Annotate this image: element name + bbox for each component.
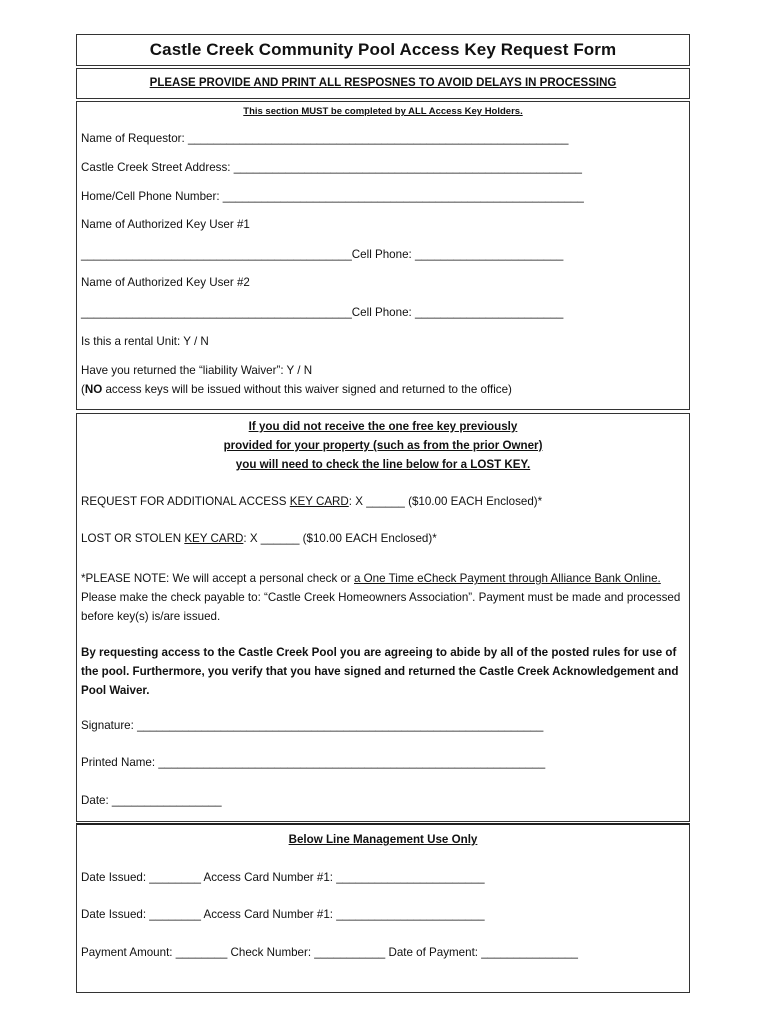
payment-note-post: Please make the check payable to: “Castle Creek Homeowners Association”. Payment must be made and processed before key(s) is/are issued. <box>81 591 681 623</box>
waiver-note-rest: access keys will be issued without this waiver signed and returned to the office) <box>102 383 512 396</box>
echeck-link[interactable]: a One Time eCheck Payment through Alliance Bank Online. <box>354 572 661 585</box>
requestor-field[interactable]: Name of Requestor: ___________________________________________________________ <box>81 132 569 145</box>
key-holder-section <box>76 101 690 410</box>
waiver-note-bold: NO <box>84 383 103 396</box>
form-title-box <box>76 34 690 66</box>
additional-key-post: : X ______ ($10.00 EACH Enclosed)* <box>348 495 543 508</box>
key-user-1-field[interactable]: __________________________________________Cell Phone: _______________________ <box>81 248 564 261</box>
lost-key-pre: LOST OR STOLEN <box>81 532 185 545</box>
key-user-2-label: Name of Authorized Key User #2 <box>81 276 250 289</box>
lost-key-request[interactable] <box>81 532 437 545</box>
lost-key-heading-3: you will need to check the line below for a LOST KEY. <box>235 458 531 471</box>
management-heading: Below Line Management Use Only <box>288 833 478 846</box>
payment-note-pre: *PLEASE NOTE: We will accept a personal check or <box>81 572 354 585</box>
additional-key-pre: REQUEST FOR ADDITIONAL ACCESS <box>81 495 290 508</box>
signature-field[interactable]: Signature: _______________________________________________________________ <box>81 719 544 732</box>
section-heading: This section MUST be completed by ALL Access Key Holders. <box>243 106 523 117</box>
print-notice-box <box>76 68 690 99</box>
issued-row-2[interactable]: Date Issued: ________ Access Card Number #1: _______________________ <box>81 908 485 921</box>
form-title: Castle Creek Community Pool Access Key Request Form <box>149 40 617 59</box>
print-notice: PLEASE PROVIDE AND PRINT ALL RESPOSNES TO AVOID DELAYS IN PROCESSING <box>149 77 617 89</box>
lost-key-heading-1: If you did not receive the one free key previously <box>248 420 518 433</box>
waiver-note-open: ( <box>81 383 85 396</box>
lost-key-post: : X ______ ($10.00 EACH Enclosed)* <box>243 532 437 545</box>
payment-note <box>81 569 685 626</box>
additional-key-section <box>76 413 690 822</box>
street-address-field[interactable]: Castle Creek Street Address: ______________________________________________________ <box>81 161 582 174</box>
issued-row-1[interactable]: Date Issued: ________ Access Card Number #1: _______________________ <box>81 871 485 884</box>
additional-key-request[interactable] <box>81 495 542 508</box>
phone-field[interactable]: Home/Cell Phone Number: ________________________________________________________ <box>81 190 584 203</box>
key-user-1-label: Name of Authorized Key User #1 <box>81 218 250 231</box>
rental-unit-question[interactable]: Is this a rental Unit: Y / N <box>81 335 209 348</box>
date-field[interactable]: Date: _________________ <box>81 794 222 807</box>
printed-name-field[interactable]: Printed Name: ____________________________________________________________ <box>81 756 546 769</box>
key-user-2-field[interactable]: __________________________________________Cell Phone: _______________________ <box>81 306 564 319</box>
additional-key-card: KEY CARD <box>289 495 349 508</box>
waiver-note <box>81 383 512 396</box>
lost-key-card: KEY CARD <box>184 532 244 545</box>
management-section <box>76 823 690 993</box>
lost-key-heading-2: provided for your property (such as from the prior Owner) <box>223 439 543 452</box>
waiver-question[interactable]: Have you returned the “liability Waiver”: Y / N <box>81 364 313 377</box>
payment-row[interactable]: Payment Amount: ________ Check Number: ___________ Date of Payment: _______________ <box>81 946 578 959</box>
agreement-text: By requesting access to the Castle Creek Pool you are agreeing to abide by all of the posted rules for use of the pool. Furthermore, you verify that you have signed and returned the Castle Creek Acknowledgement and Pool Waiver. <box>81 646 679 697</box>
